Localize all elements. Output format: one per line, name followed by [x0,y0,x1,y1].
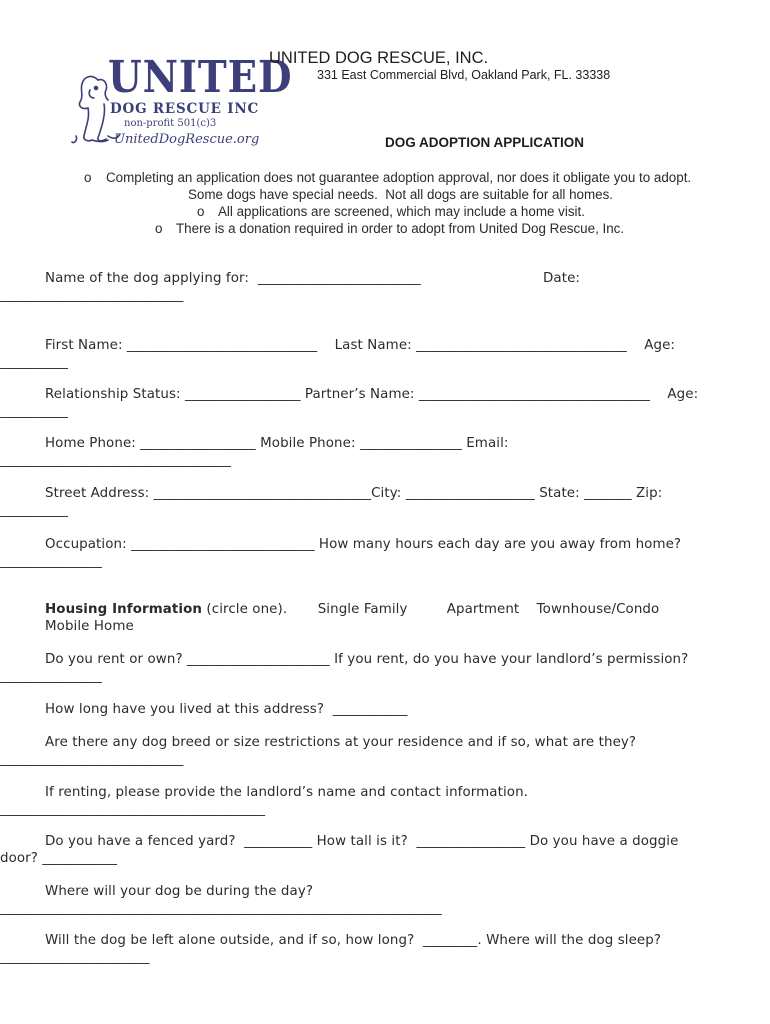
date-field[interactable]: ___________________________ [0,288,184,303]
hours-away-field[interactable]: _______________ [0,554,102,569]
bullet-marker: o [84,170,92,185]
daytime-question: Where will your dog be during the day? [45,884,314,899]
housing-choices[interactable]: (circle one). Single Family Apartment Townhouse/Condo [202,602,660,617]
bullet-marker: o [155,221,163,236]
housing-heading: Housing Information [45,602,203,617]
age-field[interactable]: __________ [0,355,68,370]
logo [68,46,293,150]
restrictions-question: Are there any dog breed or size restrictions at your residence and if so, what are they? [45,735,637,750]
logo-big-text: UNITED [108,52,293,103]
logo-nonprofit-text: non-profit 501(c)3 [124,118,217,129]
alone-outside-fields[interactable]: Will the dog be left alone outside, and if so, how long? ________. Where will the dog sleep? [45,933,662,948]
name-fields[interactable]: First Name: ____________________________ Last Name: _______________________________ Age: [45,338,676,353]
logo-url-text: UnitedDogRescue.org [114,132,260,147]
org-name: UNITED DOG RESCUE, INC. [269,49,489,67]
sleep-location-field[interactable]: ______________________ [0,950,150,965]
fenced-yard-fields[interactable]: Do you have a fenced yard? __________ How tall is it? ________________ Do you have a doggie [45,834,679,849]
logo-sub-text: DOG RESCUE INC [110,101,260,117]
relationship-fields[interactable]: Relationship Status: _________________ Partner’s Name: __________________________________ Age: [45,387,699,402]
partner-age-field[interactable]: __________ [0,404,68,419]
landlord-question: If renting, please provide the landlord’s name and contact information. [45,785,529,800]
dog-name-field[interactable]: Name of the dog applying for: ________________________ [45,271,421,286]
address-fields[interactable]: Street Address: ________________________________City: ___________________ State: _______ Zip: [45,486,663,501]
bullet-text-4: There is a donation required in order to adopt from United Dog Rescue, Inc. [176,221,625,236]
email-field[interactable]: __________________________________ [0,453,232,468]
time-at-address-field[interactable]: How long have you lived at this address? ___________ [45,702,408,717]
rent-own-fields[interactable]: Do you rent or own? _____________________ If you rent, do you have your landlord’s permission? [45,652,689,667]
bullet-marker: o [197,204,205,219]
occupation-fields[interactable]: Occupation: ___________________________ How many hours each day are you away from home? [45,537,682,552]
date-label: Date: [543,271,581,286]
bullet-text-3: All applications are screened, which may include a home visit. [218,204,585,219]
form-title: DOG ADOPTION APPLICATION [385,135,584,150]
bullet-text-2: Some dogs have special needs. Not all dogs are suitable for all homes. [188,187,614,202]
zip-field[interactable]: __________ [0,503,68,518]
phone-fields[interactable]: Home Phone: _________________ Mobile Phone: _______________ Email: [45,436,509,451]
org-address: 331 East Commercial Blvd, Oakland Park, FL. 33338 [317,68,611,82]
landlord-permission-field[interactable]: _______________ [0,669,102,684]
bullet-text-1: Completing an application does not guarantee adoption approval, nor does it obligate you to adopt. [106,170,692,185]
restrictions-field[interactable]: ___________________________ [0,752,184,767]
landlord-field[interactable]: _______________________________________ [0,802,266,817]
daytime-field[interactable]: _________________________________________________________________ [0,901,442,916]
housing-options[interactable] [45,602,659,617]
housing-mobile-home[interactable]: Mobile Home [45,619,134,634]
doggie-door-field[interactable]: door? ___________ [0,851,118,866]
